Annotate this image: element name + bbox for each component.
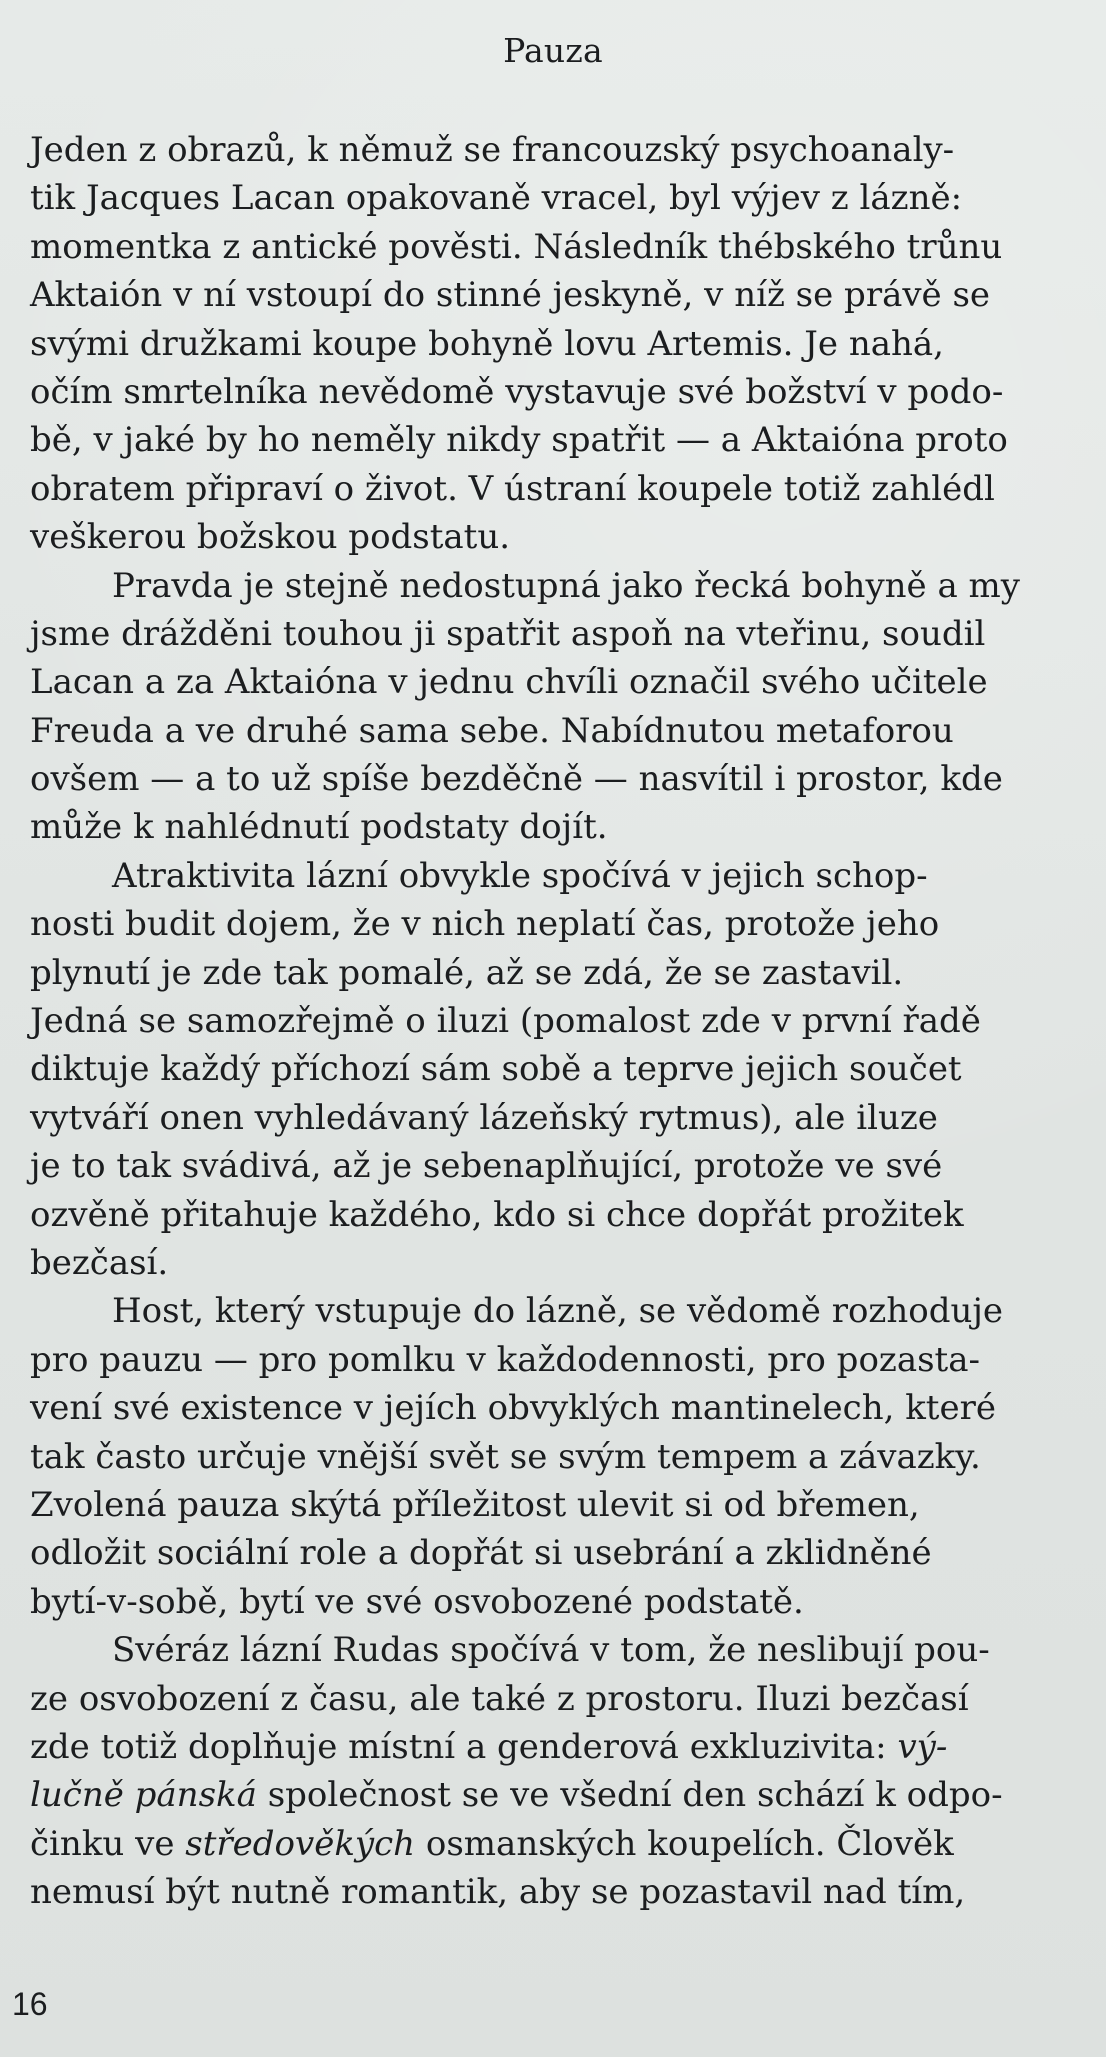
text-line: nosti budit dojem, že v nich neplatí čas, protože jeho (30, 904, 940, 945)
text-line: Jedná se samozřejmě o iluzi (pomalost zde v první řadě (30, 1001, 981, 1042)
text-line: bytí-v-sobě, bytí ve své osvobozené podstatě. (30, 1581, 804, 1622)
text-line-mixed (30, 1820, 1010, 1868)
text-line: Pravda je stejně nedostupná jako řecká bohyně a my (112, 565, 1021, 606)
roman-text: zde totiž doplňuje místní a genderová exkluzivita: (30, 1726, 898, 1767)
text-line-mixed (30, 1723, 1010, 1771)
text-line: Lacan a za Aktaióna v jednu chvíli označil svého učitele (30, 662, 988, 703)
roman-text: osmanských koupelích. Člověk (415, 1823, 954, 1864)
text-line: jsme drážděni touhou ji spatřit aspoň na vteřinu, soudil (30, 613, 986, 654)
paragraph-4 (30, 1287, 1010, 1626)
text-line: plynutí je zde tak pomalé, až se zdá, že se zastavil. (30, 952, 904, 993)
text-line: Jeden z obrazů, k němuž se francouzský psychoanaly- (30, 130, 955, 170)
text-line: vení své existence v jejích obvyklých mantinelech, které (30, 1388, 996, 1429)
italic-text: lučně pánská (30, 1775, 257, 1816)
text-line: Aktaión v ní vstoupí do stinné jeskyně, v níž se právě se (30, 275, 991, 316)
page-title: Pauza (503, 31, 603, 70)
text-line: Freuda a ve druhé sama sebe. Nabídnutou metaforou (30, 710, 954, 751)
text-line: Zvolená pauza skýtá příležitost ulevit si od břemen, (30, 1484, 920, 1525)
roman-text: činku ve (30, 1823, 186, 1864)
page-text (30, 126, 1021, 1916)
text-line: očím smrtelníka nevědomě vystavuje své božství v podo- (30, 371, 1004, 412)
text-line: může k nahlédnutí podstaty dojít. (30, 807, 608, 848)
text-line: momentka z antické pověsti. Následník thébského trůnu (30, 226, 1003, 267)
text-line: Atraktivita lázní obvykle spočívá v jejich schop- (112, 855, 928, 896)
text-line: tik Jacques Lacan opakovaně vracel, byl výjev z lázně: (30, 178, 963, 219)
text-line: svými družkami koupe bohyně lovu Artemis. Je nahá, (30, 323, 944, 364)
paragraph-1 (30, 126, 1010, 562)
text-line: bě, v jaké by ho neměly nikdy spatřit — a Aktaióna proto (30, 420, 1008, 461)
text-line: pro pauzu — pro pomlku v každodennosti, pro pozasta- (30, 1339, 980, 1380)
text-line: je to tak svádivá, až je sebenaplňující, protože ve své (30, 1146, 943, 1187)
text-line: veškerou božskou podstatu. (30, 517, 511, 558)
roman-text: společnost se ve všední den schází k odpo- (256, 1775, 1003, 1816)
paragraph-2 (30, 562, 1021, 852)
text-line: Svéráz lázní Rudas spočívá v tom, že neslibují pou- (112, 1630, 990, 1671)
text-line: ze osvobození z času, ale také z prostoru. Iluzi bezčasí (30, 1678, 969, 1719)
text-line: obratem připraví o život. V ústraní koupele totiž zahlédl (30, 468, 995, 509)
text-line: vytváří onen vyhledávaný lázeňský rytmus), ale iluze (30, 1097, 938, 1138)
text-line: Host, který vstupuje do lázně, se vědomě rozhoduje (112, 1291, 1004, 1332)
text-line: nemusí být nutně romantik, aby se pozastavil nad tím, (30, 1872, 966, 1913)
italic-text: středověkých (185, 1823, 416, 1864)
text-line: bezčasí. (30, 1242, 169, 1283)
text-line: diktuje každý příchozí sám sobě a teprve jejich součet (30, 1049, 962, 1090)
text-line: odložit sociální role a dopřát si usebrání a zklidněné (30, 1533, 932, 1574)
page-number: 16 (12, 1986, 48, 2022)
italic-text: vý- (897, 1726, 948, 1767)
text-line: tak často určuje vnější svět se svým tempem a závazky. (30, 1436, 981, 1477)
text-line: ovšem — a to už spíše bezděčně — nasvítil i prostor, kde (30, 759, 1003, 800)
paragraph-3 (30, 852, 1010, 1288)
text-line: ozvěně přitahuje každého, kdo si chce dopřát prožitek (30, 1194, 964, 1235)
text-line-mixed (30, 1771, 1010, 1819)
paragraph-5 (30, 1626, 1010, 1916)
